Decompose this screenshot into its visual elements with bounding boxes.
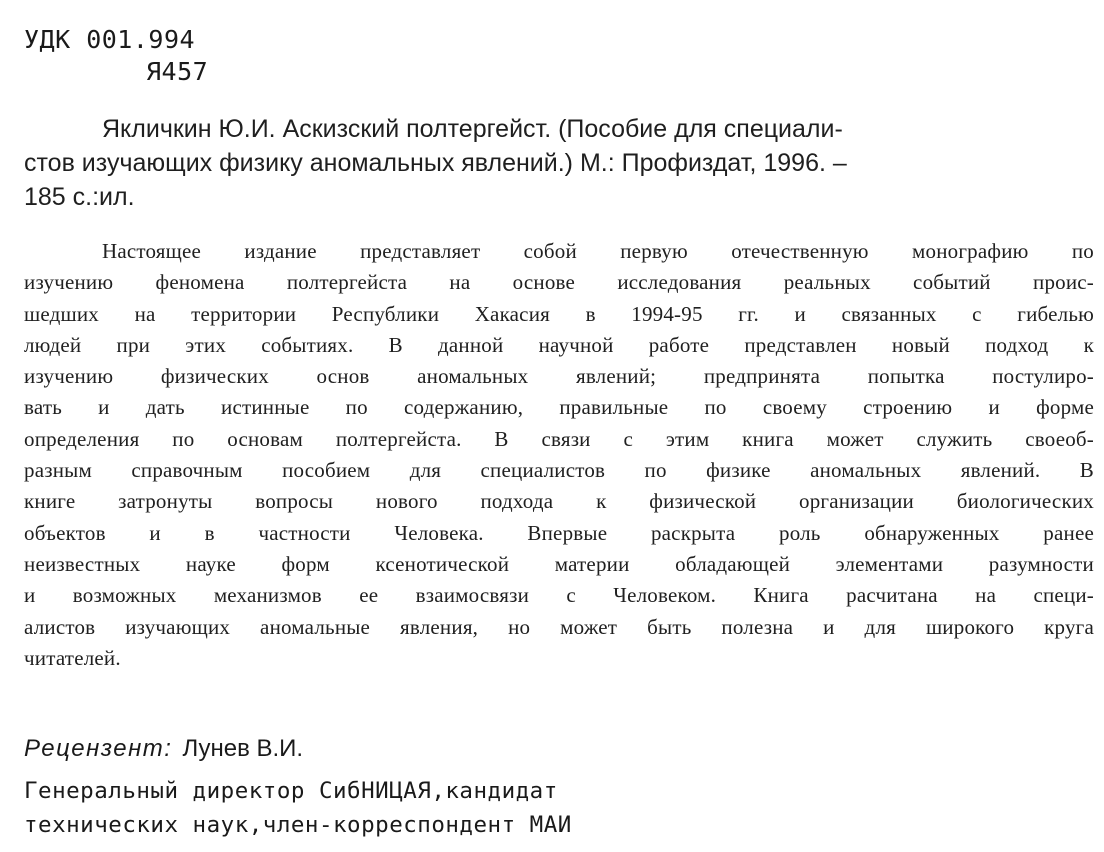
reviewer-position: [24, 774, 572, 842]
udk-code: УДК 001.994: [24, 25, 196, 54]
reviewer-name: Лунев В.И.: [182, 735, 304, 762]
position-line-2: технических наук,член-корреспондент МАИ: [24, 812, 572, 838]
abstract-line: объектов и в частности Человека. Впервые раскрыта роль обнаруженных ранее: [24, 520, 1094, 545]
abstract-line: неизвестных науке форм ксенотической материи обладающей элементами разумности: [24, 551, 1094, 576]
bib-line-2: стов изучающих физику аномальных явлений.) М.: Профиздат, 1996. –: [24, 149, 847, 177]
abstract-line: определения по основам полтергейста. В связи с этим книга может служить своеоб-: [24, 426, 1094, 451]
abstract-line: вать и дать истинные по содержанию, правильные по своему строению и форме: [24, 395, 1094, 420]
abstract-line: алистов изучающих аномальные явления, но может быть полезна и для широкого круга: [24, 614, 1094, 639]
abstract-line: людей при этих событиях. В данной научной работе представлен новый подход к: [24, 332, 1094, 357]
abstract-line: Настоящее издание представляет собой первую отечественную монографию по: [102, 239, 1094, 263]
abstract-line: изучению феномена полтергейста на основе исследования реальных событий проис-: [24, 270, 1094, 295]
abstract-line: изучению физических основ аномальных явлений; предпринята попытка постулиро-: [24, 364, 1094, 389]
bib-line-1: Якличкин Ю.И. Аскизский полтергейст. (Пособие для специали-: [102, 115, 843, 143]
abstract-line: читателей.: [24, 645, 121, 670]
abstract-line: и возможных механизмов ее взаимосвязи с Человеком. Книга расчитана на специ-: [24, 583, 1094, 608]
reviewer-line: [24, 732, 303, 765]
reviewer-label: Рецензент:: [24, 735, 173, 762]
abstract-line: книге затронуты вопросы нового подхода к физической организации биологических: [24, 489, 1094, 514]
bib-line-3: 185 с.:ил.: [24, 183, 135, 211]
abstract-line: шедших на территории Республики Хакасия в 1994-95 гг. и связанных с гибелью: [24, 301, 1094, 326]
udk-block: [24, 24, 208, 88]
author-mark: Я457: [146, 57, 209, 86]
abstract-line: разным справочным пособием для специалистов по физике аномальных явлений. В: [24, 458, 1094, 483]
abstract-paragraph: [24, 236, 1094, 674]
position-line-1: Генеральный директор СибНИЦАЯ,кандидат: [24, 778, 558, 804]
bibliographic-entry: [24, 112, 1090, 214]
